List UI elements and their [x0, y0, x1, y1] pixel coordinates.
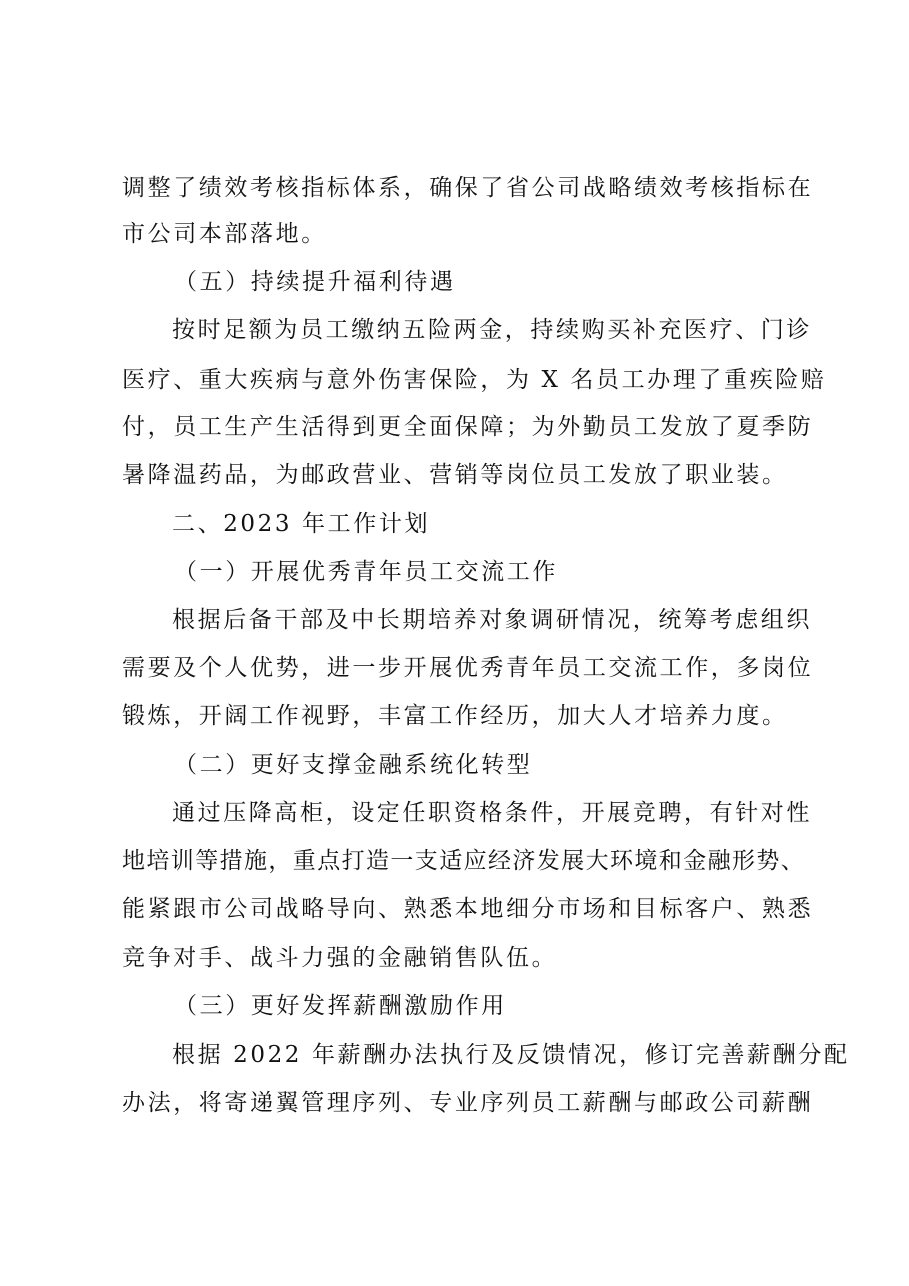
section-heading: （一）开展优秀青年员工交流工作 [174, 559, 558, 585]
body-text-line: 地培训等措施，重点打造一支适应经济发展大环境和金融形势、 [122, 848, 806, 874]
body-text-line: 根据后备干部及中长期培养对象调研情况，统筹考虑组织 [172, 607, 812, 633]
body-text-line: 市公司本部落地。 [122, 221, 327, 247]
body-text-line: 暑降温药品，为邮政营业、营销等岗位员工发放了职业装。 [122, 462, 788, 488]
chapter-heading: 二、2023 年工作计划 [172, 511, 431, 537]
body-text-line: 锻炼，开阔工作视野，丰富工作经历，加大人才培养力度。 [122, 703, 788, 729]
body-text-line: 办法，将寄递翼管理序列、专业序列员工薪酬与邮政公司薪酬 [122, 1090, 814, 1116]
body-text-line: 需要及个人优势，进一步开展优秀青年员工交流工作，多岗位 [122, 655, 814, 681]
body-text-line: 根据 2022 年薪酬办法执行及反馈情况，修订完善薪酬分配 [172, 1042, 850, 1068]
section-heading: （五）持续提升福利待遇 [174, 269, 456, 295]
body-text-line: 医疗、重大疾病与意外伤害保险，为 X 名员工办理了重疾险赔 [122, 367, 827, 393]
body-text-line: 按时足额为员工缴纳五险两金，持续购买补充医疗、门诊 [172, 317, 812, 343]
body-text-line: 竞争对手、战斗力强的金融销售队伍。 [122, 945, 558, 971]
body-text-line: 调整了绩效考核指标体系，确保了省公司战略绩效考核指标在 [122, 175, 814, 201]
section-heading: （三）更好发挥薪酬激励作用 [174, 993, 507, 1019]
body-text-line: 通过压降高柜，设定任职资格条件，开展竞聘，有针对性 [172, 800, 812, 826]
section-heading: （二）更好支撑金融系统化转型 [174, 752, 533, 778]
body-text-line: 付，员工生产生活得到更全面保障；为外勤员工发放了夏季防 [122, 414, 814, 440]
body-text-line: 能紧跟市公司战略导向、熟悉本地细分市场和目标客户、熟悉 [122, 896, 814, 922]
